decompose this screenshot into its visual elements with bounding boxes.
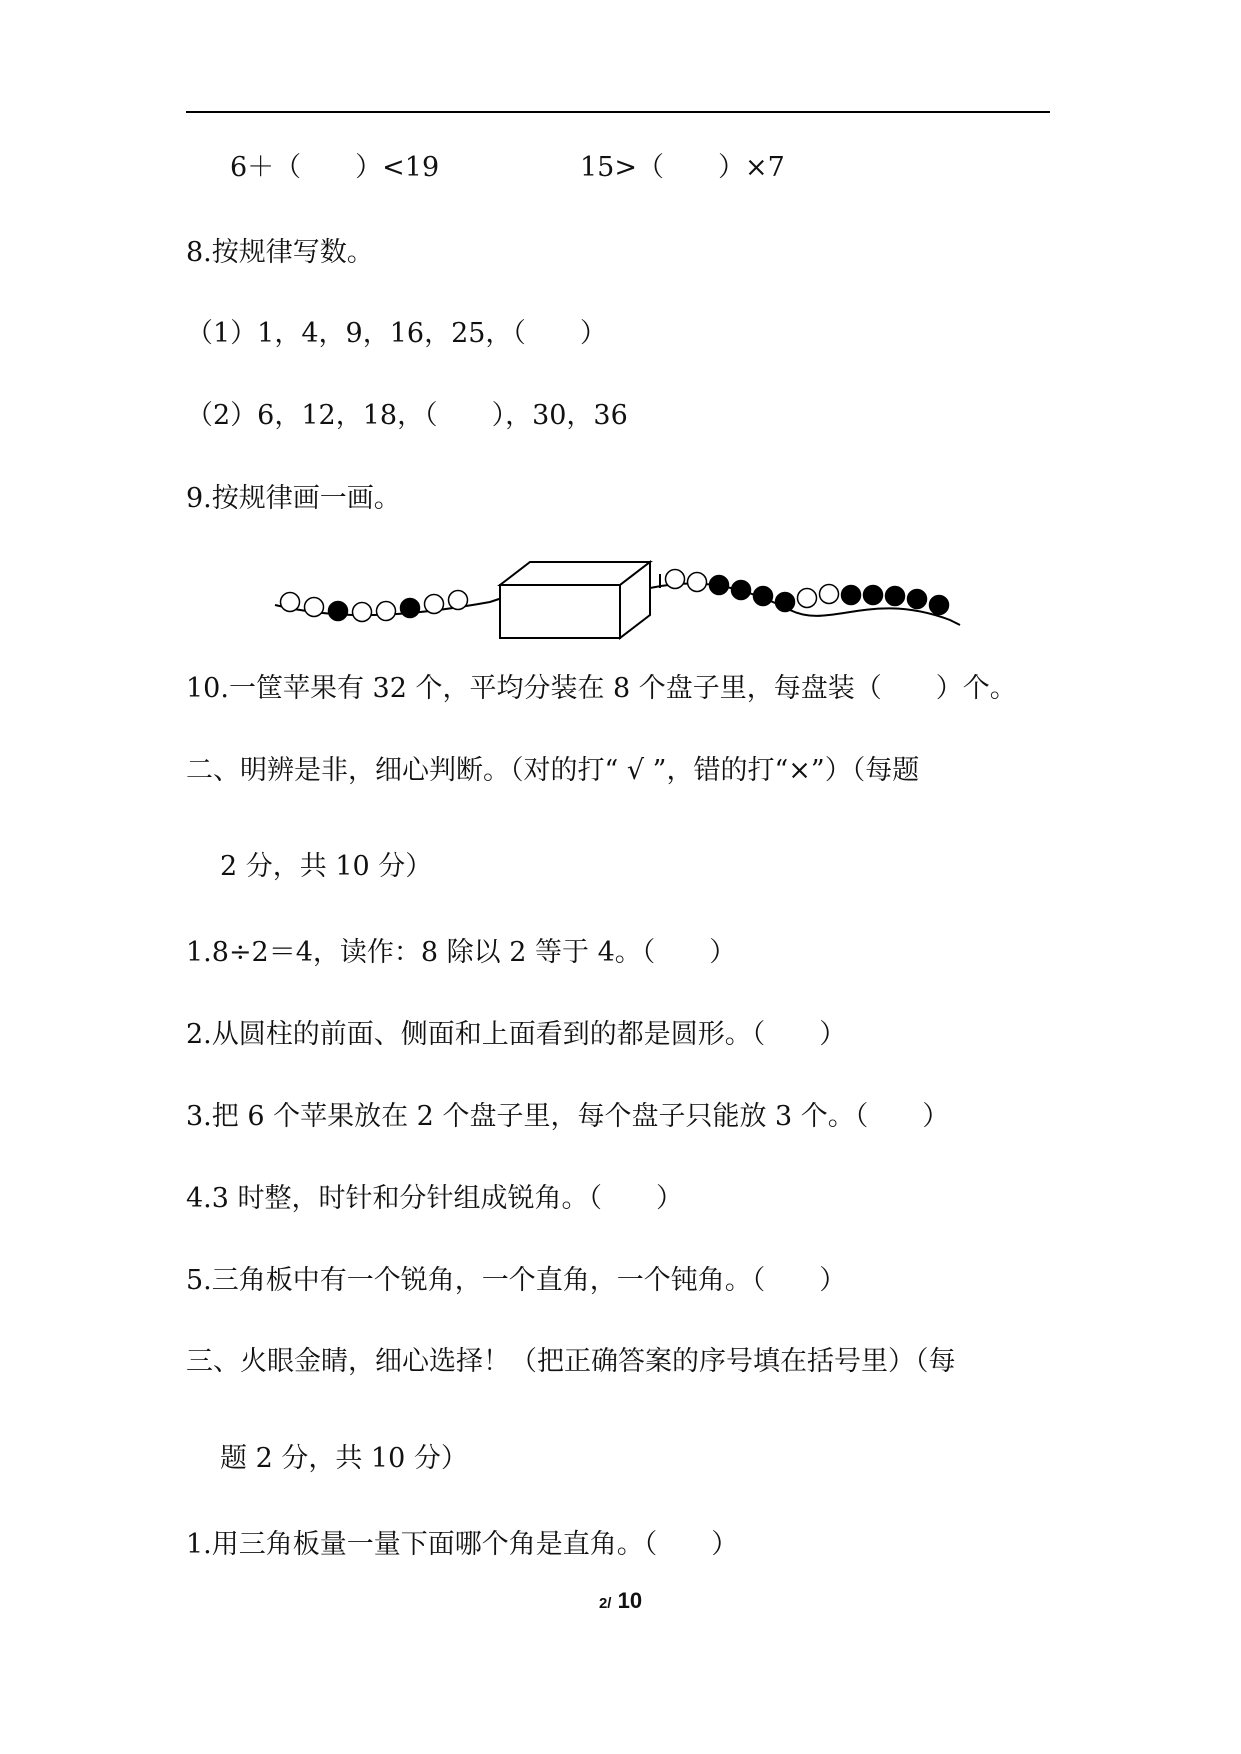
section-2-title-line2: 2 分，共 10 分） (220, 851, 433, 882)
black-bead (842, 586, 861, 605)
judge-item-4: 4.3 时整，时针和分针组成锐角。（ ） (186, 1183, 684, 1214)
white-bead (425, 595, 444, 614)
judge-item-2: 2.从圆柱的前面、侧面和上面看到的都是圆形。（ ） (186, 1019, 847, 1050)
white-bead (449, 591, 468, 610)
q8-item-2: （2）6，12，18，（ ），30，36 (186, 400, 628, 431)
black-bead (776, 593, 795, 612)
section-3-title-line2: 题 2 分，共 10 分） (220, 1443, 468, 1474)
q10: 10.一筐苹果有 32 个，平均分装在 8 个盘子里，每盘装（ ）个。 (186, 673, 1017, 704)
page-current: 2 (598, 1595, 608, 1612)
page-number (0, 1588, 1241, 1614)
q9-title: 9.按规律画一画。 (186, 483, 401, 514)
black-bead (908, 590, 927, 609)
white-bead (666, 570, 685, 589)
choice-item-1: 1.用三角板量一量下面哪个角是直角。（ ） (186, 1529, 739, 1560)
black-bead (864, 586, 883, 605)
white-bead (798, 589, 817, 608)
white-bead (377, 602, 396, 621)
black-bead (329, 602, 348, 621)
judge-item-3: 3.把 6 个苹果放在 2 个盘子里，每个盘子只能放 3 个。（ ） (186, 1101, 950, 1132)
black-bead (930, 596, 949, 615)
header-rule (186, 111, 1050, 113)
section-2-title-line1: 二、明辨是非，细心判断。（对的打“ √ ”，错的打“×”）（每题 (186, 755, 920, 786)
white-bead (688, 573, 707, 592)
judge-item-1: 1.8÷2＝4，读作：8 除以 2 等于 4。（ ） (186, 937, 737, 968)
q8-title: 8.按规律写数。 (186, 237, 374, 268)
black-bead (732, 581, 751, 600)
white-bead (353, 603, 372, 622)
section-3-title-line1: 三、火眼金睛，细心选择！（把正确答案的序号填在括号里）（每 (186, 1346, 956, 1377)
white-bead (281, 593, 300, 612)
bead-string-picture (270, 550, 970, 640)
white-bead (820, 585, 839, 604)
box-shape (500, 562, 650, 638)
black-bead (401, 599, 420, 618)
judge-item-5: 5.三角板中有一个锐角，一个直角，一个钝角。（ ） (186, 1265, 847, 1296)
q7-left: 6＋（ ）<19 (230, 152, 440, 183)
q7-right: 15>（ ）×7 (580, 152, 785, 183)
white-bead (305, 598, 324, 617)
black-bead (886, 587, 905, 606)
black-bead (754, 587, 773, 606)
page-separator: / (607, 1595, 612, 1612)
page-total: 10 (617, 1588, 643, 1613)
q8-item-1: （1）1，4，9，16，25，（ ） (186, 318, 607, 349)
black-bead (710, 576, 729, 595)
